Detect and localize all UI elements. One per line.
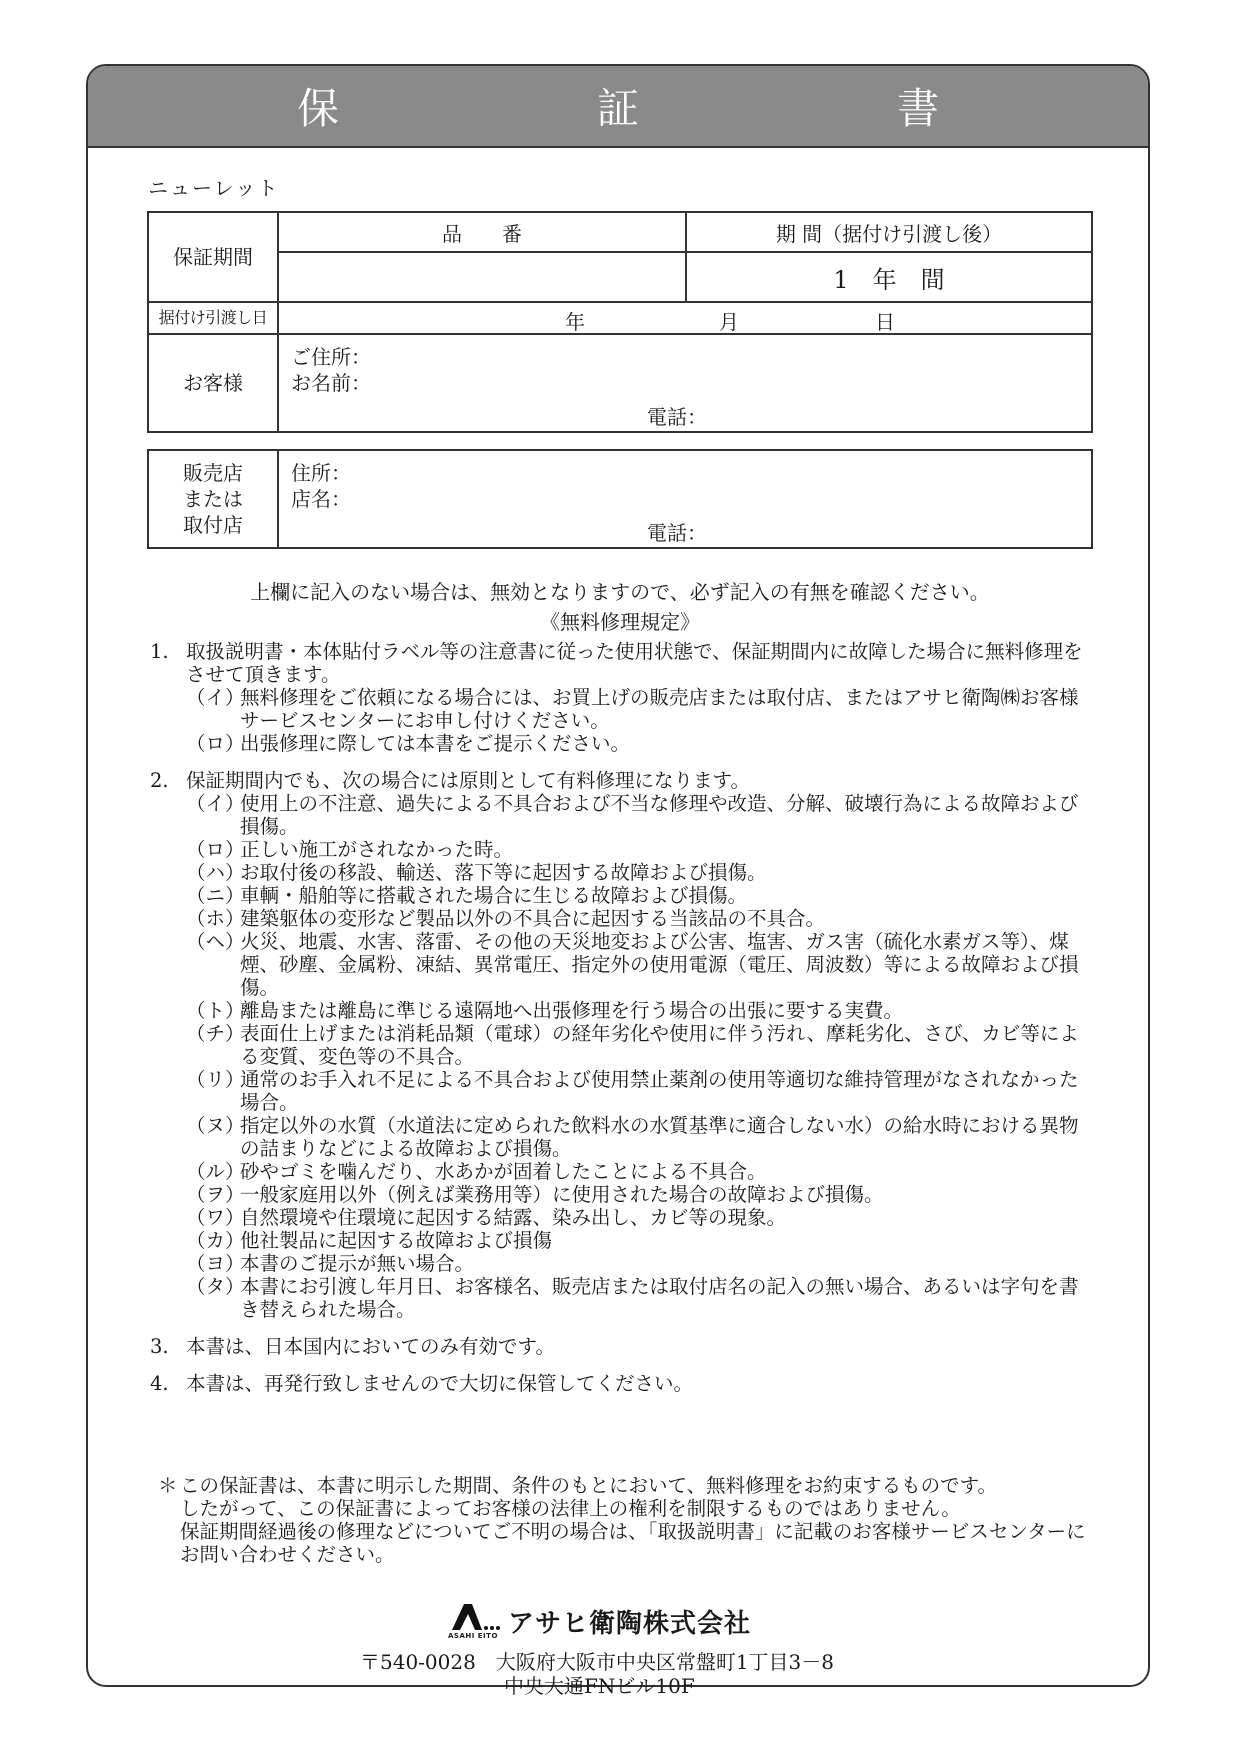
rule-item: [150, 1335, 1095, 1358]
sub-mark: （ワ）: [186, 1206, 245, 1229]
delivery-date-label: 据付け引渡し日: [148, 302, 278, 334]
rule-sub-item: [186, 1252, 1095, 1275]
sub-text: 指定以外の水質（水道法に定められた飲料水の水質基準に適合しない水）の給水時における異物の詰まりなどによる故障および損傷。: [240, 1114, 1079, 1160]
sub-text: 火災、地震、水害、落雷、その他の天災地変および公害、塩害、ガス害（硫化水素ガス等）、煤煙、砂塵、金属粉、凍結、異常電圧、指定外の使用電源（電圧、周波数）等による故障および損傷。: [240, 930, 1079, 999]
sub-text: 使用上の不注意、過失による不具合および不当な修理や改造、分解、破壊行為による故障および損傷。: [240, 792, 1079, 838]
rule-number: 1.: [150, 640, 169, 663]
dealer-tel: 電話：: [647, 521, 707, 545]
rule-text: 本書は、日本国内においてのみ有効です。: [186, 1335, 555, 1358]
dealer-label: [148, 450, 278, 548]
sub-mark: （カ）: [186, 1229, 245, 1252]
footnote-line-1: この保証書は、本書に明示した期間、条件のもとにおいて、無料修理をお約束するものです。: [180, 1474, 998, 1497]
period-value: 1 年 間: [686, 252, 1092, 302]
sub-mark: （ハ）: [186, 861, 245, 884]
rule-sub-item: [186, 1068, 1095, 1114]
rule-number: 3.: [150, 1335, 169, 1358]
warranty-period-label: 保証期間: [148, 212, 278, 302]
dealer-address: 住所：: [291, 461, 351, 485]
rules-list: [150, 640, 1095, 1395]
rule-text: 本書は、再発行致しませんので大切に保管してください。: [186, 1372, 694, 1395]
rule-text: 取扱説明書・本体貼付ラベル等の注意書に従った使用状態で、保証期間内に故障した場合に無料修理をさせて頂きます。: [186, 640, 1083, 686]
page-title: 保 証 書: [296, 84, 1047, 133]
address-line-1: 〒540-0028 大阪府大阪市中央区常盤町1丁目3－8: [360, 1650, 835, 1674]
sub-text: 建築躯体の変形など製品以外の不具合に起因する当該品の不具合。: [240, 907, 826, 930]
rule-text: 保証期間内でも、次の場合には原則として有料修理になります。: [186, 769, 750, 792]
sub-mark: （ヨ）: [186, 1252, 245, 1275]
dealer-field[interactable]: [278, 450, 1092, 548]
date-year: 年: [565, 310, 585, 334]
rule-sub-item: [186, 1160, 1095, 1183]
sub-text: 車輌・船舶等に搭載された場合に生じる故障および損傷。: [240, 884, 748, 907]
footnote-star: ＊: [158, 1474, 178, 1497]
sub-mark: （ホ）: [186, 907, 245, 930]
customer-name: お名前：: [291, 371, 371, 395]
customer-tel: 電話：: [647, 405, 707, 429]
rule-sub-item: [186, 838, 1095, 861]
customer-label: お客様: [148, 334, 278, 432]
rule-sub-item: [186, 686, 1095, 732]
footnote-line-2: したがって、この保証書によってお客様の法律上の権利を制限するものではありません。: [180, 1497, 961, 1520]
rule-item: [150, 640, 1095, 755]
sub-text: 無料修理をご依頼になる場合には、お買上げの販売店または取付店、またはアサヒ衛陶㈱お客様サービスセンターにお申し付けください。: [240, 686, 1079, 732]
rule-item: [150, 769, 1095, 1321]
dealer-table: [147, 449, 1093, 549]
rule-number: 2.: [150, 769, 169, 792]
rule-sub-item: [186, 792, 1095, 838]
rule-sub-item: [186, 732, 1095, 755]
sub-mark: （イ）: [186, 686, 245, 709]
rule-sub-item: [186, 1229, 1095, 1252]
sub-mark: （タ）: [186, 1275, 245, 1298]
sub-text: 他社製品に起因する故障および損傷: [240, 1229, 553, 1252]
sub-mark: （ロ）: [186, 838, 245, 861]
rule-sub-item: [186, 999, 1095, 1022]
rule-sub-item: [186, 1206, 1095, 1229]
sub-mark: （ヘ）: [186, 930, 245, 953]
sub-mark: （ロ）: [186, 732, 245, 755]
sub-text: 正しい施工がされなかった時。: [240, 838, 514, 861]
rule-item: [150, 1372, 1095, 1395]
delivery-date-field[interactable]: [278, 302, 1092, 334]
company-name: アサヒ衛陶株式会社: [508, 1608, 752, 1639]
rule-sub-item: [186, 907, 1095, 930]
rule-sub-item: [186, 884, 1095, 907]
sub-text: 出張修理に際しては本書をご提示ください。: [240, 732, 631, 755]
rule-sub-item: [186, 861, 1095, 884]
logo-brand-text: ASAHI EITO: [448, 1632, 498, 1640]
part-number-header: 品 番: [278, 212, 686, 252]
dealer-label-1: 販売店: [183, 461, 243, 485]
product-name: ニューレット: [148, 176, 280, 200]
customer-field[interactable]: [278, 334, 1092, 432]
footnote: [158, 1474, 1098, 1566]
sub-text: 自然環境や住環境に起因する結露、染み出し、カビ等の現象。: [240, 1206, 787, 1229]
part-number-value[interactable]: [278, 252, 686, 302]
footnote-line-3: 保証期間経過後の修理などについてご不明の場合は、「取扱説明書」に記載のお客様サービスセンターにお問い合わせください。: [180, 1520, 1086, 1566]
rule-sub-item: [186, 1114, 1095, 1160]
company-address: [360, 1650, 834, 1698]
dealer-name: 店名：: [291, 487, 351, 511]
date-day: 日: [875, 310, 895, 334]
sub-text: お取付後の移設、輸送、落下等に起因する故障および損傷。: [240, 861, 767, 884]
rule-number: 4.: [150, 1372, 169, 1395]
sub-mark: （ヌ）: [186, 1114, 245, 1137]
dealer-label-3: 取付店: [183, 513, 243, 537]
rule-sub-item: [186, 1022, 1095, 1068]
sub-text: 通常のお手入れ不足による不具合および使用禁止薬剤の使用等適切な維持管理がなされなかった場合。: [240, 1068, 1079, 1114]
sub-mark: （ル）: [186, 1160, 245, 1183]
customer-address: ご住所：: [291, 345, 371, 369]
company-logo: [448, 1602, 751, 1640]
period-header: 期 間（据付け引渡し後）: [686, 212, 1092, 252]
warranty-info-table: [147, 211, 1093, 433]
notice-text: 上欄に記入のない場合は、無効となりますので、必ず記入の有無を確認ください。: [250, 580, 990, 604]
address-line-2: 中央大通FNビル10F: [504, 1674, 695, 1698]
rules-heading: 《無料修理規定》: [540, 610, 700, 634]
asahi-logo-icon: [448, 1602, 500, 1640]
sub-mark: （リ）: [186, 1068, 245, 1091]
rule-sub-item: [186, 1183, 1095, 1206]
sub-text: 本書にお引渡し年月日、お客様名、販売店または取付店名の記入の無い場合、あるいは字句を書き替えられた場合。: [240, 1275, 1079, 1321]
sub-text: 砂やゴミを噛んだり、水あかが固着したことによる不具合。: [240, 1160, 767, 1183]
dealer-label-2: または: [183, 487, 243, 511]
sub-mark: （チ）: [186, 1022, 245, 1045]
sub-mark: （ヲ）: [186, 1183, 245, 1206]
title-bar: [88, 66, 1148, 148]
sub-mark: （イ）: [186, 792, 245, 815]
rule-sub-item: [186, 930, 1095, 999]
rule-sub-item: [186, 1275, 1095, 1321]
sub-text: 表面仕上げまたは消耗品類（電球）の経年劣化や使用に伴う汚れ、摩耗劣化、さび、カビ等による変質、変色等の不具合。: [240, 1022, 1079, 1068]
sub-text: 本書のご提示が無い場合。: [240, 1252, 475, 1275]
sub-mark: （ト）: [186, 999, 245, 1022]
sub-text: 一般家庭用以外（例えば業務用等）に使用された場合の故障および損傷。: [240, 1183, 884, 1206]
sub-mark: （ニ）: [186, 884, 245, 907]
sub-text: 離島または離島に準じる遠隔地へ出張修理を行う場合の出張に要する実費。: [240, 999, 904, 1022]
date-month: 月: [719, 310, 739, 334]
